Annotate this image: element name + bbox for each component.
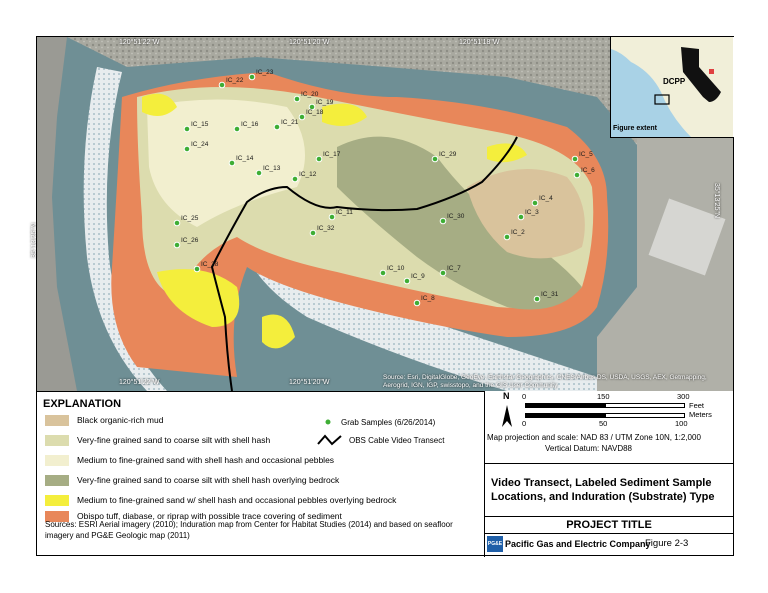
legend-item [45, 474, 339, 486]
feet-tick-1: 150 [597, 392, 610, 401]
coord-left-1: 35°13'25"N [31, 222, 39, 259]
sample-label: IC_15 [191, 121, 209, 128]
sample-label: IC_6 [581, 167, 595, 174]
sample-label: IC_29 [439, 151, 457, 158]
legend-swatch [45, 455, 69, 466]
sample-label: IC_23 [256, 69, 274, 76]
feet-tick-2: 300 [677, 392, 690, 401]
meter-tick-2: 100 [675, 419, 688, 428]
north-label: N [503, 391, 510, 401]
meter-tick-1: 50 [599, 419, 608, 428]
sample-label: IC_28 [201, 261, 219, 268]
meter-unit: Meters [689, 410, 712, 419]
inset-site-label: DCPP [663, 77, 686, 86]
pge-logo-icon: PG&E [487, 536, 503, 552]
figure-number: Figure 2-3 [645, 538, 689, 549]
sample-label: IC_17 [323, 151, 341, 158]
sample-label: IC_12 [299, 171, 317, 178]
feet-unit: Feet [689, 401, 705, 410]
inset-map [611, 37, 733, 137]
sample-label: IC_8 [421, 295, 435, 302]
coord-top-2: 120°51'20"W [289, 39, 330, 46]
sample-label: IC_10 [387, 265, 405, 272]
sample-label: IC_7 [447, 265, 461, 272]
sample-label: IC_21 [281, 119, 299, 126]
sample-label: IC_4 [539, 195, 553, 202]
coord-top-1: 120°51'22"W [119, 39, 160, 46]
legend-label: Very-fine grained sand to coarse silt with shell hash overlying bedrock [77, 475, 340, 485]
legend-item [45, 414, 163, 426]
sample-label: IC_26 [181, 237, 199, 244]
title-block [485, 463, 733, 558]
figure-frame [31, 36, 734, 556]
inset-caption: Figure extent [613, 125, 657, 132]
datum-text: Vertical Datum: NAVD88 [545, 444, 632, 453]
sample-label: IC_11 [336, 209, 353, 216]
transect-legend [317, 434, 444, 446]
explanation-panel [37, 391, 485, 557]
grab-sample-icon [323, 417, 335, 427]
coord-top-3: 120°51'18"W [459, 39, 500, 46]
sources-text: Sources: ESRI Aerial imagery (2010); Induration map from Center for Habitat Studies (2014) and based on seafloor imagery and PG&E Geologic map (2011) [45, 520, 453, 540]
legend-swatch [45, 475, 69, 486]
map-title: Video Transect, Labeled Sediment Sample Locations, and Induration (Substrate) Type [491, 477, 715, 503]
coord-bottom-1: 120°51'22"W [119, 379, 160, 386]
sample-label: IC_3 [525, 209, 539, 216]
transect-label: OBS Cable Video Transect [349, 435, 445, 445]
imagery-credit: Source: Esri, DigitalGlobe, GeoEye, Earthstar Geographics, CNES/Airbus DS, USDA, USGS, AEX, Getmapping, Aerogrid, IGN, IGP, swisstopo, and the GIS User Community [383, 374, 707, 389]
legend-label: Obispo tuff, diabase, or riprap with possible trace covering of sediment [77, 511, 342, 521]
grab-samples-legend [323, 417, 435, 427]
sample-label: IC_5 [579, 151, 593, 158]
sample-label: IC_32 [317, 225, 335, 232]
scale-bars [522, 392, 725, 428]
sample-label: IC_18 [306, 109, 324, 116]
locator-inset [610, 37, 734, 138]
sample-label: IC_2 [511, 229, 525, 236]
legend-item [45, 434, 270, 446]
scale-panel [485, 391, 733, 463]
projection-text: Map projection and scale: NAD 83 / UTM Zone 10N, 1:2,000 [487, 433, 701, 442]
legend-swatch [45, 435, 69, 446]
legend-label: Medium to fine-grained sand w/ shell hash and occasional pebbles overlying bedrock [77, 495, 397, 505]
legend-label: Black organic-rich mud [77, 415, 164, 425]
project-title: PROJECT TITLE [485, 516, 733, 534]
sample-label: IC_31 [541, 291, 559, 298]
sample-label: IC_14 [236, 155, 254, 162]
sample-label: IC_20 [301, 91, 319, 98]
sample-label: IC_16 [241, 121, 259, 128]
legend-item [45, 494, 396, 506]
legend-swatch [45, 415, 69, 426]
meter-tick-0: 0 [522, 419, 527, 428]
grab-samples-label: Grab Samples (6/26/2014) [341, 417, 436, 427]
sample-label: IC_25 [181, 215, 199, 222]
company-name: Pacific Gas and Electric Company [505, 539, 651, 549]
map-panel[interactable] [31, 37, 733, 391]
legend-label: Very-fine grained sand to coarse silt with shell hash [77, 435, 271, 445]
feet-tick-0: 0 [522, 392, 527, 401]
sample-label: IC_22 [226, 77, 244, 84]
company-block [487, 536, 651, 552]
legend-label: Medium to fine-grained sand with shell hash and occasional pebbles [77, 455, 335, 465]
legend-swatch [45, 495, 69, 506]
sample-label: IC_19 [316, 99, 334, 106]
explanation-heading: EXPLANATION [43, 398, 122, 410]
coord-right-1: 35°13'25"N [713, 182, 721, 219]
sample-label: IC_13 [263, 165, 281, 172]
legend-item [45, 454, 334, 466]
sample-label: IC_30 [447, 213, 465, 220]
sample-label: IC_9 [411, 273, 425, 280]
sample-label: IC_24 [191, 141, 209, 148]
transect-line-icon [317, 434, 343, 446]
coord-bottom-2: 120°51'20"W [289, 379, 330, 386]
